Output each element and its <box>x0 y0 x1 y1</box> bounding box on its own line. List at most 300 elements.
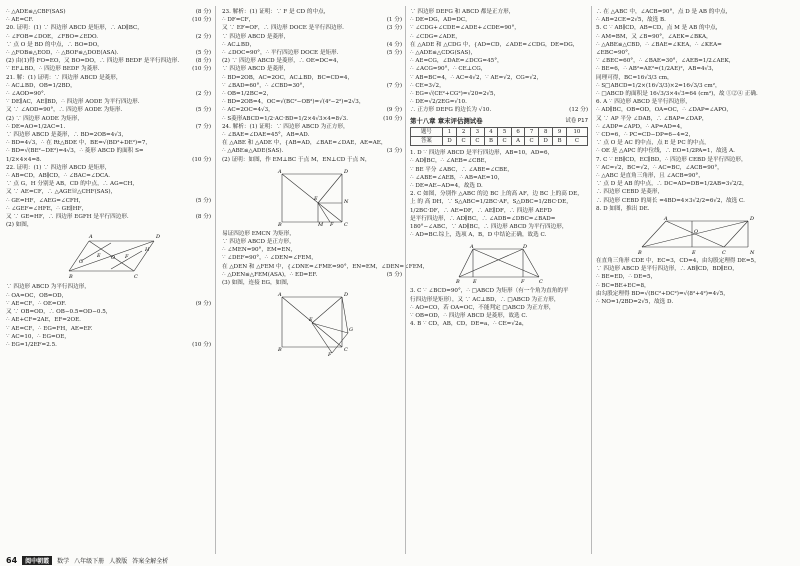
solution-line <box>6 341 211 349</box>
solution-text: 行四边形是矩形），又 ∵ AC⊥BD，∴ □ABCD 为正方形， <box>410 296 560 303</box>
subject-label: 数学 <box>57 558 70 565</box>
solution-text: (2) ∵ 四边形 AODE 为矩形， <box>6 115 83 122</box>
solution-line <box>410 312 588 320</box>
answer-cell: B <box>553 137 566 146</box>
solution-text: ∴ ∠DOC=90°，∴ 平行四边形 DOCE 是矩形. <box>222 50 339 57</box>
solution-line <box>6 316 211 324</box>
solution-line <box>222 123 402 131</box>
answer-cell: D <box>442 137 456 146</box>
solution-line <box>410 24 588 32</box>
figure-point-label: G <box>78 259 83 266</box>
solution-line <box>596 106 794 114</box>
solution-line <box>596 123 794 131</box>
solution-text: ∵ 四边形 ABCD 是菱形， <box>222 33 290 40</box>
solution-line <box>410 57 588 65</box>
solution-text: ∵ OB=OD，∴ 四边形 ABCD 是菱形，故选 C. <box>410 313 528 320</box>
answer-cell: 5 <box>498 127 512 136</box>
solution-line <box>222 131 402 139</box>
figure-point-label: A <box>88 234 93 241</box>
solution-line <box>6 300 211 308</box>
figure-point-label: A <box>278 168 282 175</box>
solution-line <box>6 41 211 49</box>
solution-line <box>222 246 402 254</box>
solution-text: ∵ 四边形 ABCD 为平行四边形， <box>6 284 90 291</box>
solution-text: 又 ∵ OB=OD，∴ OB−0.5=OD−0.5， <box>6 309 112 316</box>
solution-text: ∴ △ABE≌△ADE(SAS). <box>222 148 284 155</box>
answer-cell: 10 <box>566 127 587 136</box>
solution-text: ∵ 四边形 ABCD 是平行四边形，∴ AB∥CD，BD∥EO， <box>596 266 738 273</box>
solution-text: ∴ DE=DG，AD=DC， <box>410 17 471 24</box>
solution-text: ∴ ∠MEN=90°，EM=EN， <box>222 247 296 254</box>
figure-point-label: B <box>278 221 282 228</box>
solution-text: 由勾股定理得 BD=√(BC²+DC²)=√(8²+4²)=4√5， <box>596 290 729 297</box>
figure-segment <box>312 297 342 323</box>
solution-line <box>596 156 794 164</box>
solution-line <box>6 65 211 73</box>
solution-line <box>6 74 211 82</box>
answer-cell: C <box>457 137 471 146</box>
solution-line <box>6 172 211 180</box>
figure-point-label: F <box>328 352 332 359</box>
solution-text: ∴ NO=1/2BD=2√5，故选 D. <box>596 299 674 306</box>
solution-text: ∴ AD∥BC，∴ ∠AEB=∠CBE， <box>410 158 491 165</box>
solution-text: ∴ OE 是 △APC 的中位线，∴ EO=1/2PA=1，故选 A. <box>596 148 735 155</box>
solution-line <box>6 82 211 90</box>
solution-line <box>596 8 794 16</box>
solution-text: 2. C 如图，分别作 △ABC 的边 BC 上的高 AF，边 BC 上的高 DE， <box>410 191 583 198</box>
solution-line <box>596 49 794 57</box>
solution-text: ∵ EF⊥BD，∴ 四边形 BEDF 为菱形. <box>6 66 100 73</box>
solution-line <box>222 254 402 262</box>
solution-line <box>596 41 794 49</box>
solution-text: ∴ ∠AOD=90°. <box>6 91 46 98</box>
geometry-figure <box>636 215 754 255</box>
solution-line <box>410 198 588 206</box>
solution-text: ∴ BD=2OB=4，OC=√(BC²−OB²)=√(4²−2²)=2√3， <box>222 99 365 106</box>
solution-text: 又 ∵ GE=HF，∴ 四边形 EGFH 是平行四边形. <box>6 214 129 221</box>
solution-text: ∴ ∠FOB=∠DOE，∠FBO=∠EDO. <box>6 33 99 40</box>
solution-text: 4. B ∵ CD，AB，CD，DE=a，∴ CE=√2a， <box>410 321 528 328</box>
figure-point-label: D <box>344 292 349 299</box>
solution-text: ∴ AE+CF=2AE，EF=2OE. <box>6 317 81 324</box>
answer-cell: C <box>525 137 539 146</box>
solution-line <box>6 308 211 316</box>
solution-text: ∴ EG=1/2EF=2.5. <box>6 341 57 348</box>
solution-text: ∴ OB=1/2BC=2， <box>222 91 273 98</box>
figure-segment <box>642 221 666 247</box>
solution-text: ∴ AC⊥BD，OB=1/2BD， <box>6 82 76 89</box>
solution-line <box>6 156 211 164</box>
solution-line <box>410 98 588 106</box>
figure-point-label: M <box>318 221 324 228</box>
answer-cell: 9 <box>553 127 566 136</box>
figure-segment <box>134 241 154 271</box>
solution-line <box>222 16 402 24</box>
solution-line <box>410 33 588 41</box>
solution-line <box>222 49 402 57</box>
solution-line <box>410 65 588 73</box>
geometry-figure <box>59 231 159 281</box>
figure-point-label: F <box>521 279 525 286</box>
solution-text: ∴ EG=√(CE²+CG²)=√20=2√5， <box>410 91 500 98</box>
solution-text: 又 ∵ AE=CF，∴ △AGE≌△CHF(SAS)， <box>6 189 117 196</box>
score-mark: (10 分) <box>192 341 211 348</box>
solution-text: ∴ BE=6，∴ AB²=AE²=(1/2AE)²，AB=4√3， <box>596 66 718 73</box>
figure-point-label: C <box>344 221 348 228</box>
answer-cell: D <box>539 137 553 146</box>
solution-line <box>596 257 794 265</box>
solution-text: 180°−∠ABC，∵ AD∥BC，∴ 四边形 ABCD 为平行四边形， <box>410 224 568 231</box>
column-3 <box>410 8 588 329</box>
solution-text: 又 ∵ ∠AOD=90°，∴ 四边形 AODE 为矩形. <box>6 107 123 114</box>
solution-text: ∴ AO=CO，若 OA=OC，不能判定 □ABCD 为正方形， <box>410 304 555 311</box>
solution-text: ∴ CE=3√2， <box>410 82 445 89</box>
solution-line <box>410 287 588 295</box>
solution-text: (2) ∵ 四边形 ABCD 是菱形，∴ OE=DC=4， <box>222 58 343 65</box>
solution-line <box>6 283 211 291</box>
solution-text: 在 △DEN 和 △FEM 中，{∠DNE=∠FME=90°，EN=EM，∠DEN=∠FEM， <box>222 263 429 270</box>
solution-text: 8. D 如图，推出 DE. <box>596 205 650 212</box>
solution-line <box>6 213 211 221</box>
solution-line <box>222 65 402 73</box>
solution-line <box>6 115 211 123</box>
solution-line <box>222 41 402 49</box>
solution-line <box>6 325 211 333</box>
figure-point-label: E <box>96 253 101 260</box>
solution-text: ∴ AE=CG，∠DAE=∠DCG=45°， <box>410 58 503 65</box>
answer-cell: A <box>511 137 524 146</box>
solution-text: 1/2BC·DF，∴ AE=DF，∴ AE∥DF，∴ 四边形 AEFD <box>410 207 552 214</box>
solution-text: ∴ ∠ACG=90°，∴ CE⊥CG， <box>410 66 487 73</box>
solution-text: ∴ ∠GEF=∠HFE，∴ GE∥HF， <box>6 205 88 212</box>
score-mark: (9 分) <box>386 107 402 114</box>
solution-line <box>410 190 588 198</box>
solution-text: ∴ AM=BM，又 ∠B=90°，∠AEK=∠BKA， <box>596 33 712 40</box>
answer-cell: 2 <box>457 127 471 136</box>
solution-line <box>410 41 588 49</box>
solution-text: 3. C ∵ ∠BCD=90°，∴ □ABCD 为矩形（有一个角为直角的平 <box>410 288 569 295</box>
edition-label: 人教版 <box>109 558 128 565</box>
solution-text: ∵ AE=CF，∴ EG=FH，AE=EF. <box>6 325 93 332</box>
solution-text: 同理可得，BC=16√3/3 cm， <box>596 74 673 81</box>
solution-line <box>222 230 402 238</box>
answer-cell: 8 <box>539 127 553 136</box>
figure-point-label: A <box>278 292 282 299</box>
solution-line <box>222 98 402 106</box>
solution-text: 1/2×4×4=8. <box>6 156 42 163</box>
answer-cell: C <box>498 137 512 146</box>
solution-line <box>6 197 211 205</box>
solution-line <box>222 90 402 98</box>
answer-cell: 7 <box>525 127 539 136</box>
solution-text: ∴ ∠BAE=∠DAE=45°，AB=AD. <box>222 132 310 139</box>
score-mark: (2 分) <box>195 33 211 40</box>
score-mark: (7 分) <box>195 123 211 130</box>
solution-line <box>6 49 211 57</box>
figure-point-label: D <box>750 216 755 223</box>
solution-line <box>410 166 588 174</box>
solution-text: ∵ 四边形 ABCD 是正方形， <box>222 239 295 246</box>
figure-segment <box>473 249 539 277</box>
solution-line <box>596 188 794 196</box>
solution-text: ∴ △ABE≌△CBD，∴ ∠BAE=∠KEA，∴ ∠KEA= <box>596 41 722 48</box>
solution-line <box>222 147 402 155</box>
solution-text: ∴ △ADE≌△CBF(SAS) <box>6 9 66 15</box>
solution-line <box>410 231 588 239</box>
solution-line <box>6 333 211 341</box>
figure-point-label: E <box>692 250 696 257</box>
solution-text: ∵ ∠CDG+∠CDE=∠ADE+∠CDE=90°， <box>410 25 520 32</box>
score-mark: (1 分) <box>386 17 402 24</box>
figure-point-label: O <box>694 229 699 236</box>
column-1 <box>6 8 211 349</box>
solution-line <box>222 57 402 65</box>
solution-text: ∴ DE=AO=1/2AC=1. <box>6 123 66 130</box>
answer-cell: 题号 <box>411 127 443 136</box>
figure-point-label: O <box>110 255 115 262</box>
geometry-figure <box>272 289 352 357</box>
solution-line <box>596 82 794 90</box>
solution-text: ∴ △FOB≌△EOD，∴ △BOF≌△DOE(ASA). <box>6 50 119 57</box>
figure-point-label: D <box>155 234 160 241</box>
solution-text: 22. 证明：(1) ∵ 四边形 ABCD 是矩形， <box>6 164 111 171</box>
figure-point-label: E <box>473 279 477 286</box>
figure-point-label: C <box>539 279 543 286</box>
column-divider <box>215 6 216 554</box>
solution-line <box>410 215 588 223</box>
solution-text: 在 △ABE 和 △ADE 中，{AB=AD，∠BAE=∠DAE，AE=AE， <box>222 140 387 147</box>
geometry-figure <box>272 166 352 228</box>
answer-cell: B <box>484 137 497 146</box>
score-mark: (8 分) <box>195 214 211 221</box>
solution-line <box>6 164 211 172</box>
solution-text: 在 △ADE 和 △CDG 中，{AD=CD，∠ADE=∠CDG，DE=DG， <box>410 41 579 48</box>
solution-line <box>596 180 794 188</box>
solution-text: ∴ ∠ABE=∠AEB，∴ AB=AE=10， <box>410 174 504 181</box>
solution-line <box>596 205 794 213</box>
solution-line <box>6 98 211 106</box>
figure-point-label: N <box>750 250 755 257</box>
score-mark: (5 分) <box>195 197 211 204</box>
figure-segment <box>69 241 89 271</box>
figure-point-label: F <box>330 221 334 228</box>
answer-table <box>410 127 588 146</box>
solution-line <box>222 238 402 246</box>
solution-line <box>6 24 211 32</box>
solution-text: ∴ 四边形 CEBD 的周长 =4BD=4×3√2/2=6√2，故选 C. <box>596 197 745 204</box>
solution-line <box>222 8 402 16</box>
score-mark: (8 分) <box>195 58 211 65</box>
solution-line <box>596 290 794 298</box>
solution-line <box>596 273 794 281</box>
figure-point-label: B <box>278 347 282 354</box>
solution-text: ∴ S菱形ABCD=1/2·AC·BD=1/2×4√3×4=8√3. <box>222 115 348 122</box>
solution-text: ∵ 点 D 是 AB 的中点，∴ DC=AD=DB=1/2AB=3√2/2， <box>596 181 748 188</box>
solution-text: ∴ OA=OC，OB=OD， <box>6 292 68 299</box>
solution-text: 24. 解析：(1) 证明：∵ 四边形 ABCD 为正方形， <box>222 123 349 130</box>
solution-line <box>410 223 588 231</box>
figure-point-label: E <box>314 195 318 202</box>
solution-line <box>596 298 794 306</box>
section-title: 第十八章 章末评估测试卷 <box>410 116 483 125</box>
page-number: 64 <box>6 556 18 565</box>
grade-label: 八年级下册 <box>74 558 105 565</box>
solution-text: (2) 由(1)得 FO=EO，又 BO=DO，∴ 四边形 BEDF 是平行四边形. <box>6 58 180 65</box>
solution-text: 20. 证明：(1) ∵ 四边形 ABCD 是矩形，∴ AD∥BC， <box>6 25 143 32</box>
answer-cell: 1 <box>442 127 456 136</box>
answer-cell: 答案 <box>411 137 443 146</box>
solution-text: ∵ 四边形 ABCD 是菱形，∴ BD=2OB=4√3， <box>6 132 127 139</box>
solution-line <box>596 147 794 155</box>
solution-text: ∴ DE=√2/2EG=√10. <box>410 99 467 106</box>
solution-line <box>596 57 794 65</box>
solution-text: 上 的 高 DH，∵ S△ABC=1/2BC·AF，S△DBC=1/2BC·DE， <box>410 199 572 206</box>
figure-point-label: E <box>309 317 313 324</box>
solution-line <box>222 82 402 90</box>
solution-line <box>222 33 402 41</box>
solution-line <box>222 156 402 164</box>
solution-line <box>410 296 588 304</box>
solution-text: ∵ AB=BC=4，∴ AC=4√2，∵ AE=√2，CG=√2， <box>410 74 543 81</box>
solution-line <box>6 147 211 155</box>
solution-text: 5. C ∵ AB∥CD，AB=CD，点 M 是 AB 的中点， <box>596 25 722 32</box>
score-mark: (8 分) <box>195 9 211 15</box>
solution-line <box>410 74 588 82</box>
solution-text: ∵ 点 O 是 AC 的中点，点 E 是 PC 的中点， <box>596 140 710 147</box>
solution-text: ∴ AC=2OC=4√3， <box>222 107 274 114</box>
solution-text: 6. A ∵ 四边形 ABCD 是平行四边形， <box>596 99 691 106</box>
solution-line <box>596 139 794 147</box>
solution-text: ∴ AD=BC.综上，选项 A，B，D 中结论正确，故选 C. <box>410 232 547 239</box>
solution-line <box>222 139 402 147</box>
solution-line <box>410 82 588 90</box>
answer-key-label: 答案全解全析 <box>132 558 169 565</box>
column-divider <box>405 6 406 554</box>
solution-line <box>6 106 211 114</box>
solution-line <box>410 8 588 16</box>
figure-point-label: C <box>133 274 138 281</box>
section-heading <box>410 117 588 125</box>
figure-segment <box>523 249 539 277</box>
solution-line <box>6 292 211 300</box>
score-mark: (4 分) <box>386 41 402 48</box>
figure-segment <box>318 174 342 203</box>
solution-text: ∵ 四边形 ABCD 是菱形， <box>222 66 290 73</box>
solution-line <box>6 180 211 188</box>
answer-cell: 6 <box>511 127 524 136</box>
solution-text: ∵ CD=6，∴ PC=CD−DP=6−4=2， <box>596 132 695 139</box>
solution-line <box>410 207 588 215</box>
score-mark: (10 分) <box>192 66 211 73</box>
solution-text: ∴ 在 △ABC 中，∠ACB=90°，点 D 是 AB 的中点， <box>596 9 732 15</box>
solution-text: ∴ AB=CD，AB∥CD，∴ ∠BAC=∠DCA. <box>6 173 111 180</box>
answer-table-row <box>411 137 588 146</box>
figure-point-label: G <box>349 327 353 334</box>
solution-text: ∴ DE=AE−AD=4，故选 D. <box>410 183 483 190</box>
solution-text: ∴ AD∥BC，OB=OD，OA=OC，∴ ∠DAP=∠APO， <box>596 107 733 114</box>
solution-line <box>6 188 211 196</box>
solution-line <box>6 33 211 41</box>
solution-line <box>6 139 211 147</box>
solution-text: (2) 如图， <box>6 222 33 229</box>
solution-text: 易证四边形 EMCN 为矩形， <box>222 230 295 237</box>
solution-text: ∵ ∠DEF=90°，∴ ∠DEN=∠FEM， <box>222 255 317 262</box>
score-mark: (5 分) <box>195 107 211 114</box>
solution-line <box>222 74 402 82</box>
solution-text: ∴ AB=2CE=2√5，故选 B. <box>596 17 666 24</box>
figure-point-label: C <box>344 347 348 354</box>
solution-text: ∴ DF=CF， <box>222 17 255 24</box>
solution-text: ∴ GE=HF，∠AEG=∠CFH， <box>6 197 85 204</box>
answer-cell: 3 <box>470 127 484 136</box>
solution-text: 是平行四边形，∴ AD∥BC，∴ ∠ADB=∠DBC=∠BAD= <box>410 215 556 222</box>
solution-line <box>596 24 794 32</box>
page-footer <box>6 556 168 565</box>
figure-point-label: F <box>124 254 128 261</box>
figure-point-label: D <box>523 244 528 251</box>
figure-point-label: B <box>638 250 642 257</box>
solution-line <box>222 106 402 114</box>
solution-text: (2) 证明：如图，作 EM⊥BC 于点 M，EN⊥CD 于点 N， <box>222 156 371 163</box>
solution-line <box>410 106 588 114</box>
figure-point-label: N <box>344 198 349 205</box>
solution-text: ∠EBC=90°， <box>596 50 634 57</box>
solution-line <box>222 115 402 123</box>
solution-line <box>410 174 588 182</box>
solution-text: ∴ S□ABCD=1/2×(16√3/3)×2=16√3/3 cm²， <box>596 82 721 89</box>
column-4 <box>596 8 794 306</box>
solution-text: ∵ 四边形 DEFG 和 ABCD 都是正方形， <box>410 9 515 15</box>
solution-line <box>596 164 794 172</box>
solution-line <box>596 265 794 273</box>
figure-point-label: C <box>722 250 726 257</box>
figure-segment <box>724 221 748 247</box>
score-mark: (2 分) <box>195 91 211 98</box>
solution-line <box>6 16 211 24</box>
figure-point-label: H <box>144 247 149 254</box>
solution-text: ∵ ∠BEC=60°，∴ ∠BAE=30°，∠AEB=1/2∠AEK， <box>596 58 735 65</box>
solution-text: ∴ BE=ED，∴ DE=5， <box>596 274 657 281</box>
solution-text: ∴ ∠CDG=∠ADE， <box>410 33 461 40</box>
section-page-ref: 试卷 P17 <box>565 117 588 124</box>
score-mark: (10 分) <box>192 156 211 163</box>
solution-text: 又 ∵ AP 平分 ∠DAB，∴ ∠BAP=∠DAP， <box>596 115 708 122</box>
score-mark: (3 分) <box>386 148 402 155</box>
solution-line <box>410 16 588 24</box>
solution-line <box>222 271 402 279</box>
solution-line <box>222 263 429 271</box>
solution-line <box>6 8 211 16</box>
solution-text: ∴ 正方形 DEFG 的边长为 √10. <box>410 107 492 114</box>
answer-table-header <box>411 127 588 136</box>
brand-label: 阅中朝霞 <box>22 556 52 565</box>
score-mark: (10 分) <box>383 115 402 122</box>
geometry-figure <box>453 241 545 285</box>
figure-point-label: B <box>68 274 73 281</box>
solution-text: ∴ BC=BE+EC=8， <box>596 282 650 289</box>
solution-text: ∴ 四边形 CEBD 是菱形， <box>596 189 664 196</box>
solution-line <box>596 131 794 139</box>
solution-line <box>596 172 794 180</box>
solution-text: ∴ △ABC 是直角三角形，且 ∠ACB=90°， <box>596 173 704 180</box>
solution-line <box>596 33 794 41</box>
solution-text: ∵ 点 G，H 分别是 AB，CD 的中点，∴ AG=CH， <box>6 181 139 188</box>
score-mark: (3 分) <box>386 25 402 32</box>
solution-text: ∵ 点 O 是 BD 的中点，∴ BO=DO， <box>6 41 103 48</box>
answer-cell: C <box>566 137 587 146</box>
solution-text: ∵ AC=10，∴ EG=OE， <box>6 333 70 340</box>
score-mark: (5 分) <box>386 50 402 57</box>
